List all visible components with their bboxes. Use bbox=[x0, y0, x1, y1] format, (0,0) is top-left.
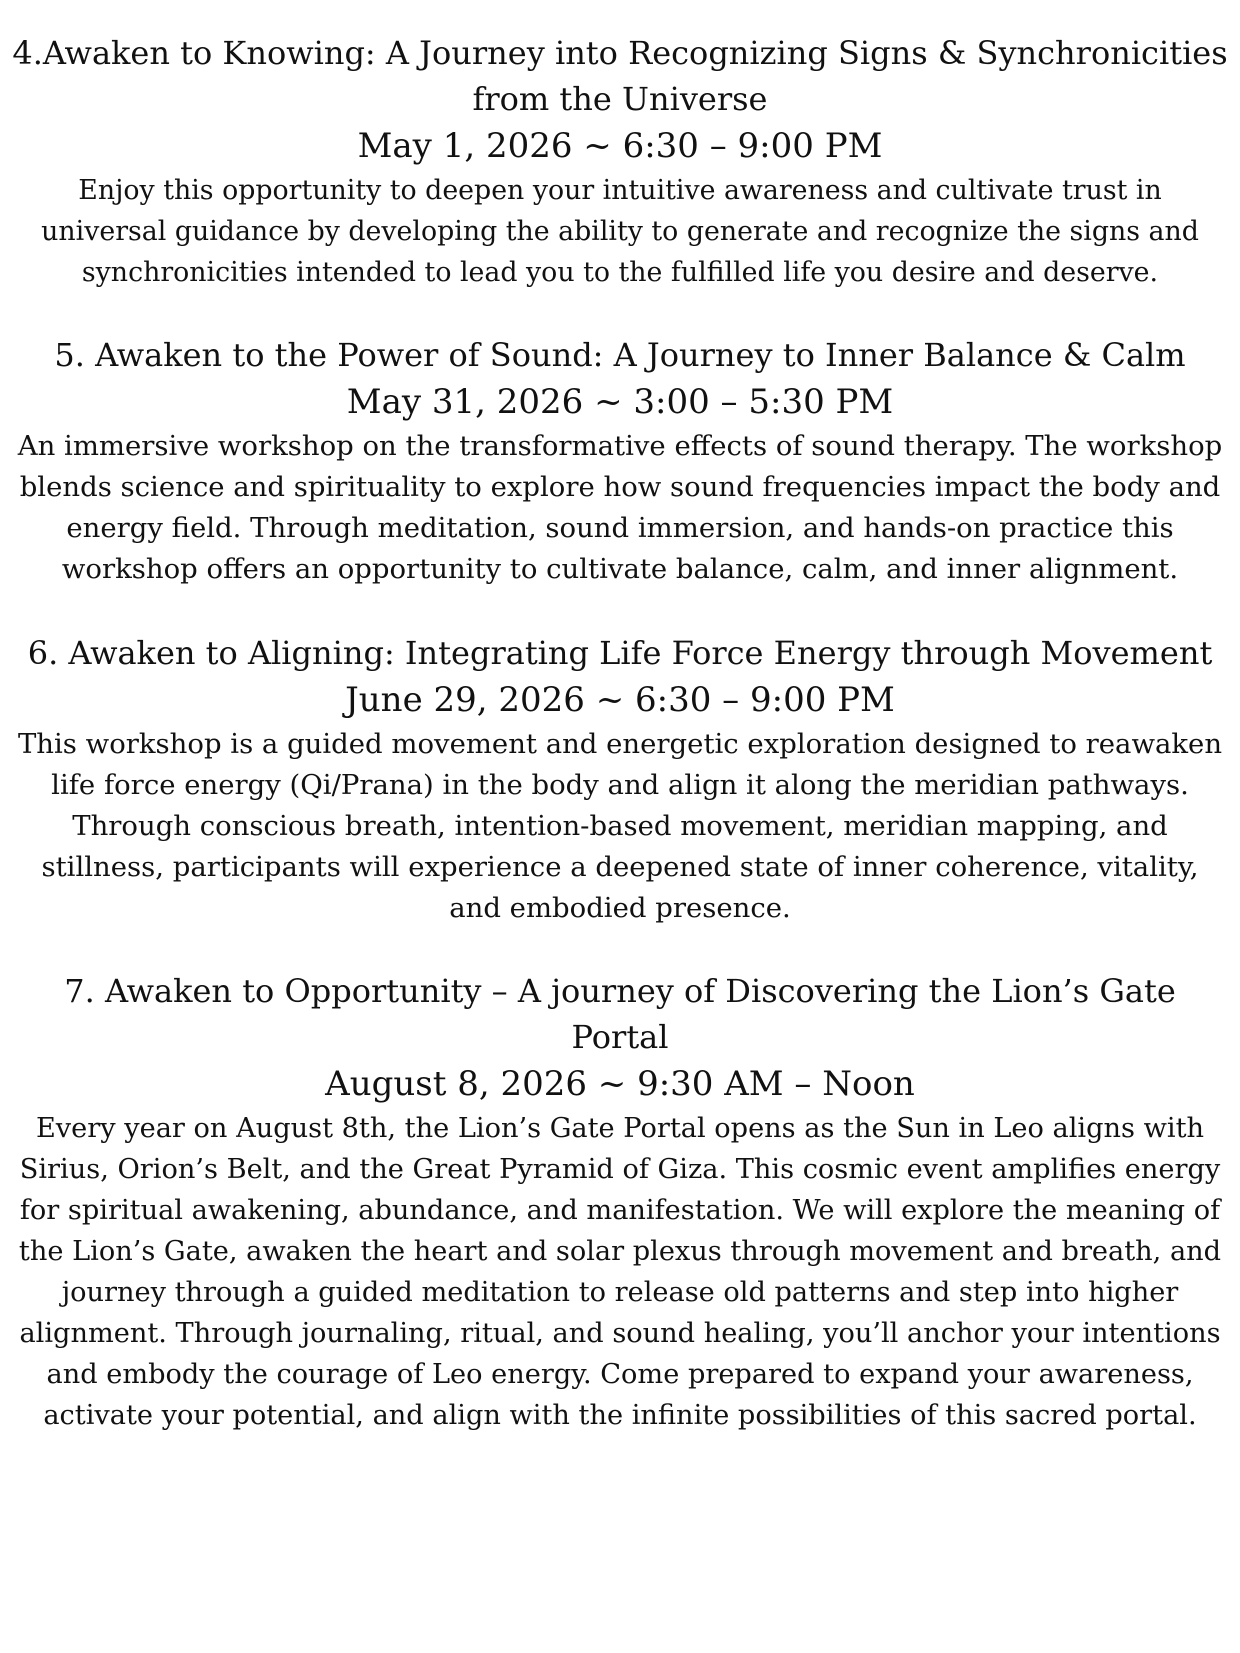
workshop-4-date: May 1, 2026 ~ 6:30 – 9:00 PM bbox=[357, 126, 883, 166]
workshop-4-title: 4.Awaken to Knowing: A Journey into Recognizing Signs & Synchronicities from the Universe bbox=[12, 34, 1228, 118]
workshop-4 bbox=[12, 30, 1228, 293]
workshop-6-description: This workshop is a guided movement and energetic exploration designed to reawaken life force energy (Qi/Prana) in the body and align it along the meridian pathways. Through conscious breath, intention-based movement, meridian mapping, and stillness, participants will experience a deepened state of inner coherence, vitality, and embodied presence. bbox=[17, 728, 1223, 924]
workshop-6 bbox=[12, 630, 1228, 929]
section-spacer bbox=[12, 293, 1228, 332]
workshop-5-title: 5. Awaken to the Power of Sound: A Journey to Inner Balance & Calm bbox=[54, 336, 1186, 374]
workshop-6-title: 6. Awaken to Aligning: Integrating Life Force Energy through Movement bbox=[27, 634, 1213, 672]
workshop-5-description: An immersive workshop on the transformative effects of sound therapy. The workshop blends science and spirituality to explore how sound frequencies impact the body and energy field. Through meditation, sound immersion, and hands-on practice this workshop offers an opportunity to cultivate balance, calm, and inner alignment. bbox=[17, 430, 1223, 585]
workshop-7 bbox=[12, 968, 1228, 1436]
workshop-4-description: Enjoy this opportunity to deepen your intuitive awareness and cultivate trust in universal guidance by developing the ability to generate and recognize the signs and synchronicities intended to lead you to the fulfilled life you desire and deserve. bbox=[41, 175, 1199, 288]
workshop-6-date: June 29, 2026 ~ 6:30 – 9:00 PM bbox=[345, 680, 895, 720]
workshop-7-title: 7. Awaken to Opportunity – A journey of Discovering the Lion’s Gate Portal bbox=[64, 972, 1176, 1056]
workshop-5 bbox=[12, 332, 1228, 590]
section-spacer bbox=[12, 590, 1228, 630]
workshop-5-date: May 31, 2026 ~ 3:00 – 5:30 PM bbox=[346, 382, 894, 422]
workshop-7-date: August 8, 2026 ~ 9:30 AM – Noon bbox=[325, 1064, 915, 1104]
section-spacer bbox=[12, 929, 1228, 968]
workshop-7-description: Every year on August 8th, the Lion’s Gate Portal opens as the Sun in Leo aligns with Sirius, Orion’s Belt, and the Great Pyramid of Giza. This cosmic event amplifies energy for spiritual awakening, abundance, and manifestation. We will explore the meaning of the Lion’s Gate, awaken the heart and solar plexus through movement and breath, and journey through a guided meditation to release old patterns and step into higher alignment. Through journaling, ritual, and sound healing, you’ll anchor your intentions and embody the courage of Leo energy. Come prepared to expand your awareness, activate your potential, and align with the infinite possibilities of this sacred portal. bbox=[18, 1113, 1222, 1431]
